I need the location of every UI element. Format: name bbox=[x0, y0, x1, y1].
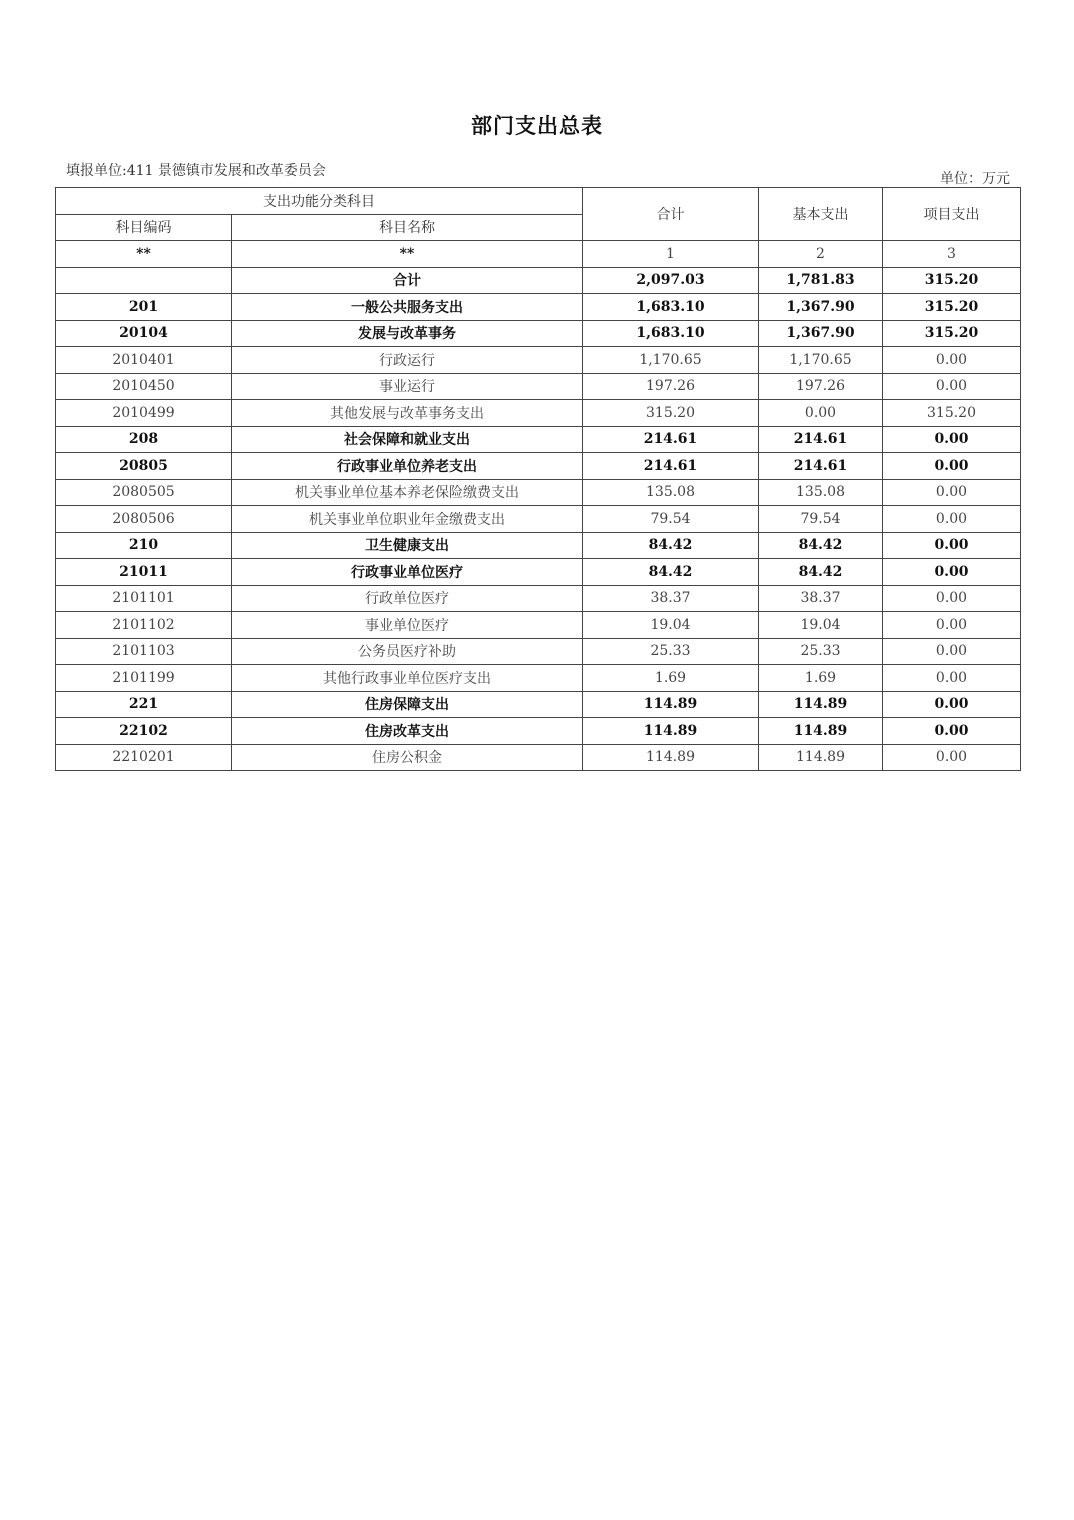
basic-cell: 214.61 bbox=[759, 426, 883, 453]
project-cell: 0.00 bbox=[883, 347, 1021, 374]
project-cell: 0.00 bbox=[883, 373, 1021, 400]
basic-cell: 79.54 bbox=[759, 506, 883, 533]
table-row bbox=[56, 479, 1021, 506]
name-cell: 其他行政事业单位医疗支出 bbox=[232, 665, 583, 692]
total-cell: 135.08 bbox=[583, 479, 759, 506]
code-cell: 20805 bbox=[56, 453, 232, 480]
total-cell: 84.42 bbox=[583, 532, 759, 559]
name-cell: 机关事业单位基本养老保险缴费支出 bbox=[232, 479, 583, 506]
basic-cell: 84.42 bbox=[759, 559, 883, 586]
table-row bbox=[56, 426, 1021, 453]
name-cell: 发展与改革事务 bbox=[232, 320, 583, 347]
header-project: 项目支出 bbox=[883, 188, 1021, 241]
name-cell: 公务员医疗补助 bbox=[232, 638, 583, 665]
total-cell: 1.69 bbox=[583, 665, 759, 692]
header-total: 合计 bbox=[583, 188, 759, 241]
table-row bbox=[56, 665, 1021, 692]
header-name: 科目名称 bbox=[232, 214, 583, 241]
project-cell: 315.20 bbox=[883, 400, 1021, 427]
code-cell: 2010401 bbox=[56, 347, 232, 374]
code-cell: 21011 bbox=[56, 559, 232, 586]
table-row bbox=[56, 400, 1021, 427]
total-cell: 79.54 bbox=[583, 506, 759, 533]
basic-cell: 84.42 bbox=[759, 532, 883, 559]
name-cell: 一般公共服务支出 bbox=[232, 294, 583, 321]
index-cell: 1 bbox=[583, 241, 759, 268]
reporting-unit: 填报单位:411 景德镇市发展和改革委员会 bbox=[66, 163, 326, 179]
total-cell: 2,097.03 bbox=[583, 267, 759, 294]
name-cell: 事业运行 bbox=[232, 373, 583, 400]
basic-cell: 1.69 bbox=[759, 665, 883, 692]
project-cell: 0.00 bbox=[883, 479, 1021, 506]
project-cell: 0.00 bbox=[883, 559, 1021, 586]
table-row bbox=[56, 373, 1021, 400]
table-row bbox=[56, 638, 1021, 665]
code-cell: 2080506 bbox=[56, 506, 232, 533]
index-cell: ** bbox=[56, 241, 232, 268]
table-row bbox=[56, 453, 1021, 480]
basic-cell: 38.37 bbox=[759, 585, 883, 612]
table-row bbox=[56, 585, 1021, 612]
total-cell: 197.26 bbox=[583, 373, 759, 400]
project-cell: 315.20 bbox=[883, 320, 1021, 347]
name-cell: 行政运行 bbox=[232, 347, 583, 374]
project-cell: 0.00 bbox=[883, 585, 1021, 612]
project-cell: 0.00 bbox=[883, 665, 1021, 692]
basic-cell: 135.08 bbox=[759, 479, 883, 506]
code-cell: 2210201 bbox=[56, 744, 232, 771]
table-row bbox=[56, 559, 1021, 586]
total-cell: 114.89 bbox=[583, 744, 759, 771]
code-cell: 221 bbox=[56, 691, 232, 718]
basic-cell: 197.26 bbox=[759, 373, 883, 400]
code-cell: 2080505 bbox=[56, 479, 232, 506]
basic-cell: 1,367.90 bbox=[759, 320, 883, 347]
code-cell bbox=[56, 267, 232, 294]
basic-cell: 114.89 bbox=[759, 718, 883, 745]
code-cell: 22102 bbox=[56, 718, 232, 745]
name-cell: 住房公积金 bbox=[232, 744, 583, 771]
basic-cell: 0.00 bbox=[759, 400, 883, 427]
index-cell: ** bbox=[232, 241, 583, 268]
index-cell: 2 bbox=[759, 241, 883, 268]
code-cell: 208 bbox=[56, 426, 232, 453]
name-cell: 机关事业单位职业年金缴费支出 bbox=[232, 506, 583, 533]
code-cell: 2101101 bbox=[56, 585, 232, 612]
project-cell: 0.00 bbox=[883, 506, 1021, 533]
name-cell: 行政事业单位医疗 bbox=[232, 559, 583, 586]
basic-cell: 1,170.65 bbox=[759, 347, 883, 374]
total-cell: 114.89 bbox=[583, 691, 759, 718]
total-cell: 214.61 bbox=[583, 453, 759, 480]
basic-cell: 1,781.83 bbox=[759, 267, 883, 294]
total-cell: 214.61 bbox=[583, 426, 759, 453]
total-cell: 38.37 bbox=[583, 585, 759, 612]
index-cell: 3 bbox=[883, 241, 1021, 268]
index-row bbox=[56, 241, 1021, 268]
project-cell: 0.00 bbox=[883, 744, 1021, 771]
basic-cell: 114.89 bbox=[759, 744, 883, 771]
name-cell: 卫生健康支出 bbox=[232, 532, 583, 559]
header-basic: 基本支出 bbox=[759, 188, 883, 241]
code-cell: 2010499 bbox=[56, 400, 232, 427]
table-row bbox=[56, 612, 1021, 639]
project-cell: 315.20 bbox=[883, 294, 1021, 321]
name-cell: 住房保障支出 bbox=[232, 691, 583, 718]
total-cell: 1,170.65 bbox=[583, 347, 759, 374]
code-cell: 20104 bbox=[56, 320, 232, 347]
table-row bbox=[56, 347, 1021, 374]
name-cell: 合计 bbox=[232, 267, 583, 294]
basic-cell: 214.61 bbox=[759, 453, 883, 480]
project-cell: 0.00 bbox=[883, 638, 1021, 665]
total-cell: 114.89 bbox=[583, 718, 759, 745]
name-cell: 行政单位医疗 bbox=[232, 585, 583, 612]
basic-cell: 19.04 bbox=[759, 612, 883, 639]
name-cell: 行政事业单位养老支出 bbox=[232, 453, 583, 480]
total-cell: 1,683.10 bbox=[583, 294, 759, 321]
table-row bbox=[56, 320, 1021, 347]
header-function-group: 支出功能分类科目 bbox=[56, 188, 583, 215]
table-row bbox=[56, 744, 1021, 771]
project-cell: 0.00 bbox=[883, 718, 1021, 745]
total-cell: 84.42 bbox=[583, 559, 759, 586]
code-cell: 2101199 bbox=[56, 665, 232, 692]
currency-unit: 单位：万元 bbox=[940, 171, 1010, 187]
code-cell: 2101103 bbox=[56, 638, 232, 665]
total-cell: 25.33 bbox=[583, 638, 759, 665]
header-code: 科目编码 bbox=[56, 214, 232, 241]
table-row bbox=[56, 532, 1021, 559]
code-cell: 210 bbox=[56, 532, 232, 559]
project-cell: 0.00 bbox=[883, 453, 1021, 480]
name-cell: 住房改革支出 bbox=[232, 718, 583, 745]
basic-cell: 25.33 bbox=[759, 638, 883, 665]
code-cell: 2010450 bbox=[56, 373, 232, 400]
project-cell: 0.00 bbox=[883, 532, 1021, 559]
total-cell: 1,683.10 bbox=[583, 320, 759, 347]
project-cell: 0.00 bbox=[883, 691, 1021, 718]
table-row bbox=[56, 691, 1021, 718]
total-cell: 19.04 bbox=[583, 612, 759, 639]
expenditure-table bbox=[55, 187, 1021, 771]
table-row bbox=[56, 267, 1021, 294]
name-cell: 事业单位医疗 bbox=[232, 612, 583, 639]
basic-cell: 1,367.90 bbox=[759, 294, 883, 321]
basic-cell: 114.89 bbox=[759, 691, 883, 718]
project-cell: 0.00 bbox=[883, 612, 1021, 639]
name-cell: 其他发展与改革事务支出 bbox=[232, 400, 583, 427]
name-cell: 社会保障和就业支出 bbox=[232, 426, 583, 453]
project-cell: 0.00 bbox=[883, 426, 1021, 453]
table-row bbox=[56, 294, 1021, 321]
table-row bbox=[56, 506, 1021, 533]
table-row bbox=[56, 718, 1021, 745]
project-cell: 315.20 bbox=[883, 267, 1021, 294]
page-title: 部门支出总表 bbox=[471, 113, 603, 138]
code-cell: 2101102 bbox=[56, 612, 232, 639]
total-cell: 315.20 bbox=[583, 400, 759, 427]
code-cell: 201 bbox=[56, 294, 232, 321]
